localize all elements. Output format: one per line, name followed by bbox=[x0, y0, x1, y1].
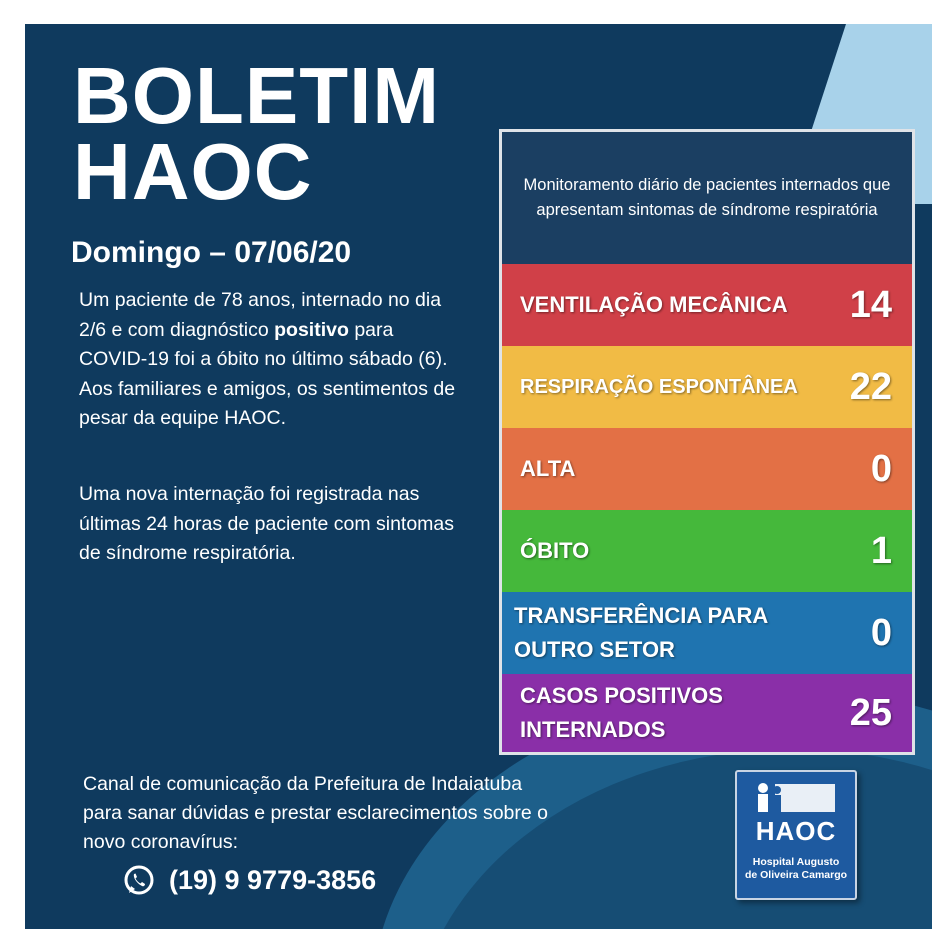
logo-brand: HAOC bbox=[755, 816, 837, 846]
logo-subtitle bbox=[737, 856, 855, 882]
monitoring-panel bbox=[499, 129, 915, 755]
haoc-logo bbox=[735, 770, 857, 900]
contact-info: Canal de comunicação da Prefeitura de Indaiatuba para sanar dúvidas e prestar esclarecimentos sobre o novo coronavírus: bbox=[83, 773, 548, 853]
paragraph-death-notice bbox=[79, 286, 459, 434]
row-mechanical-ventilation bbox=[502, 264, 912, 346]
people-icon bbox=[745, 780, 847, 820]
row-value: 0 bbox=[870, 447, 892, 490]
row-positive-cases bbox=[502, 674, 912, 752]
row-value: 14 bbox=[849, 283, 892, 326]
row-discharge bbox=[502, 428, 912, 510]
paragraph1-part2: para COVID-19 foi a óbito no último sábado (6). Aos familiares e amigos, os sentimentos de pesar da equipe HAOC. bbox=[79, 318, 456, 429]
row-transfer bbox=[502, 592, 912, 674]
row-label-line2: INTERNADOS bbox=[520, 717, 666, 742]
row-death bbox=[502, 510, 912, 592]
title-line1: BOLETIM bbox=[73, 51, 440, 140]
row-label-line2: OUTRO SETOR bbox=[514, 637, 675, 662]
phone-number: (19) 9 9779-3856 bbox=[169, 864, 377, 895]
paragraph1-part1: Um paciente de 78 anos, internado no dia 2/6 e com diagnóstico bbox=[79, 289, 442, 341]
paragraph-new-admission: Uma nova internação foi registrada nas últimas 24 horas de paciente com sintomas de síndrome respiratória. bbox=[79, 483, 455, 564]
paragraph1-bold: positivo bbox=[274, 318, 349, 341]
row-label: VENTILAÇÃO MECÂNICA bbox=[520, 292, 788, 317]
row-label: RESPIRAÇÃO ESPONTÂNEA bbox=[520, 376, 798, 398]
row-label-line1: CASOS POSITIVOS bbox=[520, 683, 723, 708]
page-title bbox=[73, 51, 440, 216]
row-value: 22 bbox=[849, 365, 892, 408]
logo-sub-line2: de Oliveira Camargo bbox=[744, 869, 848, 881]
row-spontaneous-breathing bbox=[502, 346, 912, 428]
logo-sub-line1: Hospital Augusto bbox=[752, 856, 840, 868]
row-value: 1 bbox=[870, 529, 892, 572]
whatsapp-icon bbox=[123, 864, 155, 896]
bulletin-date: Domingo – 07/06/20 bbox=[71, 236, 352, 269]
contact-phone[interactable] bbox=[123, 864, 376, 896]
row-value: 25 bbox=[849, 691, 892, 734]
row-label: ALTA bbox=[520, 456, 576, 481]
row-label-line1: TRANSFERÊNCIA PARA bbox=[514, 603, 769, 628]
row-label: ÓBITO bbox=[520, 538, 590, 563]
row-label bbox=[514, 599, 768, 667]
row-label bbox=[520, 679, 723, 747]
panel-intro: Monitoramento diário de pacientes internados que apresentam sintomas de síndrome respiratória bbox=[523, 175, 891, 219]
title-line2: HAOC bbox=[73, 127, 313, 216]
row-value: 0 bbox=[870, 611, 892, 654]
bulletin-card bbox=[25, 24, 932, 929]
